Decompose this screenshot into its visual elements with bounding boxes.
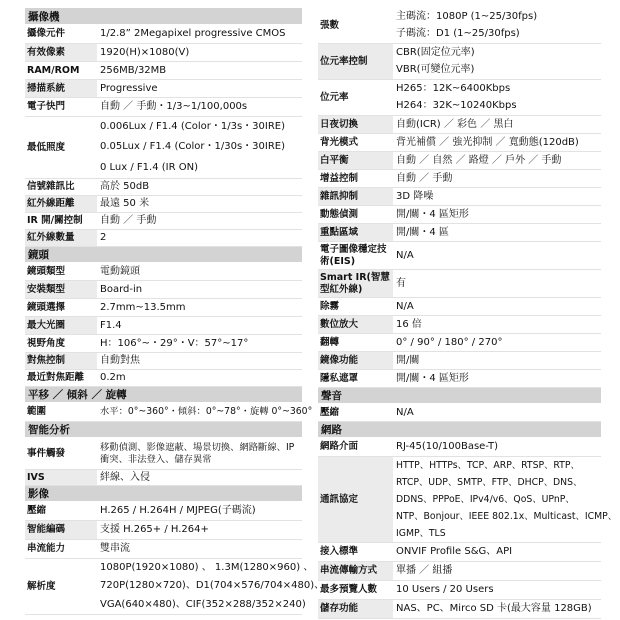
- spec-value-line: 自動 ／ 自然 ／ 路燈 ／ 戶外 ／ 手動: [396, 154, 562, 166]
- spec-label: 事件觸發: [27, 447, 66, 459]
- spec-label: RAM/ROM: [27, 64, 80, 76]
- spec-label: 紅外線數量: [25, 230, 97, 246]
- spec-label: 最近對焦距離: [27, 372, 85, 383]
- spec-value-line: 電動鏡頭: [100, 265, 140, 277]
- spec-row: [318, 438, 601, 457]
- spec-label: IVS: [25, 470, 97, 485]
- spec-value-line: 10 Users / 20 Users: [396, 584, 494, 595]
- spec-label: 白平衡: [318, 152, 393, 169]
- section-heading: 攝像機: [25, 8, 302, 25]
- spec-value-line: 開/關・4 區矩形: [396, 208, 469, 220]
- spec-value: [393, 543, 601, 561]
- spec-value: [393, 370, 601, 387]
- spec-value-line: NAS、PC、Mirco SD 卡(最大容量 128GB): [396, 603, 592, 614]
- spec-value: [393, 270, 601, 297]
- spec-value-line: 水平：0°~360°・傾斜：0°~78°・旋轉 0°~360°: [100, 406, 313, 417]
- spec-label: 鏡像功能: [318, 352, 393, 369]
- spec-value: [97, 502, 302, 520]
- spec-value: [97, 281, 302, 298]
- spec-row: [318, 270, 601, 298]
- spec-value-line: 1080P(1920×1080) 、 1.3M(1280×960) 、: [100, 562, 314, 574]
- spec-label: 接入標準: [320, 546, 359, 557]
- spec-value-line: 移動偵測、影像遮蔽、場景切換、網路斷線、IP衝突、非法登入、儲存異常: [100, 441, 295, 465]
- spec-value: [97, 438, 302, 469]
- spec-row: [318, 298, 601, 316]
- spec-value: [97, 44, 302, 61]
- spec-value: [393, 438, 601, 456]
- spec-label: 背光模式: [320, 136, 359, 148]
- spec-value: [393, 80, 601, 115]
- section-heading: 鏡頭: [25, 247, 302, 263]
- spec-value-line: 支援 H.265+ / H.264+: [100, 524, 209, 535]
- spec-value-line: 0.2m: [100, 372, 126, 383]
- spec-row: [25, 470, 302, 486]
- spec-value: [97, 263, 302, 280]
- spec-value: [97, 80, 302, 97]
- spec-value: [393, 581, 601, 599]
- spec-value: [97, 540, 302, 558]
- spec-value: [97, 299, 302, 316]
- spec-value-line: IGMP、TLS: [396, 527, 446, 539]
- spec-value: [393, 170, 601, 187]
- spec-label: 日夜切換: [318, 116, 393, 133]
- spec-row: [318, 170, 601, 188]
- spec-value: [97, 470, 302, 485]
- spec-value-line: 自動 ／ 手動・1/3~1/100,000s: [100, 101, 248, 112]
- spec-value-line: HTTP、HTTPs、TCP、ARP、RTSP、RTP、: [396, 459, 580, 471]
- spec-value: [97, 335, 302, 352]
- spec-value-line: 16 倍: [396, 318, 422, 330]
- spec-value: [97, 559, 327, 614]
- spec-label: 最大光圈: [25, 317, 97, 334]
- spec-row: [25, 559, 325, 615]
- spec-value-line: 雙串流: [100, 543, 130, 554]
- spec-value-line: ONVIF Profile S&G、API: [396, 546, 513, 557]
- spec-row: [25, 213, 302, 230]
- spec-value-line: H：106°~・29°・V：57°~17°: [100, 337, 249, 349]
- spec-value-line: 高於 50dB: [100, 181, 150, 192]
- spec-row: [25, 179, 302, 196]
- spec-value-line: 開/關: [396, 354, 420, 366]
- section-heading: 網路: [318, 422, 601, 438]
- spec-row: [318, 8, 601, 44]
- spec-value-line: 單播 ／ 組播: [396, 565, 453, 576]
- spec-value-line: 最遠 50 米: [100, 198, 150, 209]
- spec-value-line: 256MB/32MB: [100, 64, 167, 76]
- spec-value-line: VBR(可變位元率): [396, 64, 475, 76]
- spec-row: [318, 224, 601, 242]
- spec-value-line: 自動對焦: [100, 355, 140, 366]
- spec-value-line: 2: [100, 232, 107, 243]
- spec-row: [25, 117, 302, 179]
- spec-value: [97, 98, 302, 116]
- spec-row: [25, 502, 302, 521]
- spec-label: 解析度: [27, 580, 56, 592]
- spec-row: [318, 316, 601, 334]
- spec-row: [318, 562, 601, 581]
- spec-value-line: Board-in: [100, 283, 143, 295]
- spec-label: 智能編碼: [25, 521, 97, 539]
- spec-value-line: Progressive: [100, 82, 158, 94]
- spec-label: 除霧: [320, 300, 340, 312]
- spec-row: [25, 98, 302, 117]
- spec-value-line: N/A: [396, 249, 414, 261]
- spec-value-line: 開/關・4 區: [396, 226, 449, 238]
- spec-value-line: RTCP、UDP、SMTP、FTP、DHCP、DNS、: [396, 476, 583, 488]
- spec-value: [393, 224, 601, 241]
- spec-label: 隱私遮罩: [320, 372, 359, 384]
- spec-label: 串流傳輸方式: [318, 562, 393, 580]
- spec-row: [25, 317, 302, 335]
- spec-label: 壓縮: [27, 505, 47, 516]
- spec-label: 視野角度: [27, 337, 66, 349]
- spec-row: [25, 353, 302, 370]
- spec-row: [25, 281, 302, 299]
- spec-label: 鏡頭選擇: [27, 301, 66, 313]
- spec-value: [393, 562, 601, 580]
- spec-row: [318, 404, 601, 422]
- spec-label: 動態偵測: [320, 208, 359, 220]
- section-heading: 聲音: [318, 388, 601, 404]
- spec-row: [25, 196, 302, 213]
- spec-row: [25, 540, 302, 559]
- spec-value-line: 背光補償 ／ 強光抑制 ／ 寬動態(120dB): [396, 136, 579, 148]
- spec-row: [318, 206, 601, 224]
- spec-row: [318, 134, 601, 152]
- spec-label: 電子快門: [27, 101, 66, 112]
- spec-value: [393, 188, 601, 205]
- spec-row: [318, 600, 601, 619]
- spec-row: [25, 521, 302, 540]
- section-heading: 智能分析: [25, 422, 302, 438]
- spec-value: [393, 116, 601, 133]
- spec-value: [393, 152, 601, 169]
- spec-label: 位元率控制: [318, 44, 393, 79]
- spec-value-line: 720P(1280×720)、D1(704×576/704×480)、: [100, 580, 325, 592]
- spec-row: [318, 581, 601, 600]
- spec-row: [25, 80, 302, 98]
- spec-row: [25, 403, 313, 422]
- spec-label: 增益控制: [320, 172, 359, 184]
- spec-value: [97, 403, 315, 421]
- spec-value-line: 0 Lux / F1.4 (IR ON): [100, 161, 198, 173]
- spec-column-right: [318, 8, 617, 619]
- spec-row: [25, 263, 302, 281]
- spec-row: [318, 80, 601, 116]
- spec-value-line: 自動(ICR) ／ 彩色 ／ 黑白: [396, 118, 514, 130]
- spec-value: [393, 457, 620, 542]
- spec-row: [318, 370, 601, 388]
- spec-value-line: 2.7mm~13.5mm: [100, 301, 186, 313]
- spec-label: 有效像素: [25, 44, 97, 61]
- spec-row: [25, 25, 302, 44]
- spec-label: 儲存功能: [318, 600, 393, 618]
- spec-row: [25, 370, 302, 387]
- spec-value: [393, 44, 601, 79]
- spec-value-line: 自動 ／ 手動: [100, 215, 157, 226]
- spec-value: [393, 334, 601, 351]
- spec-value: [393, 316, 601, 333]
- spec-label: 對焦控制: [25, 353, 97, 369]
- spec-value-line: 自動 ／ 手動: [396, 172, 453, 184]
- spec-value-line: H264：32K~10240Kbps: [396, 100, 517, 112]
- spec-value: [97, 25, 302, 43]
- spec-value-line: DDNS、PPPoE、IPv4/v6、QoS、UPnP、: [396, 493, 575, 505]
- spec-value: [97, 117, 302, 178]
- spec-value: [97, 317, 302, 334]
- spec-value-line: 3D 降噪: [396, 190, 434, 202]
- spec-value-line: 子碼流：D1 (1~25/30fps): [396, 28, 520, 40]
- spec-value-line: N/A: [396, 300, 414, 312]
- spec-value-line: CBR(固定位元率): [396, 46, 475, 58]
- spec-label: 數位放大: [318, 316, 393, 333]
- section-heading: 平移 ／ 傾斜 ／ 旋轉: [25, 387, 302, 403]
- spec-value-line: H.265 / H.264H / MJPEG(子碼流): [100, 505, 256, 516]
- spec-label: 雜訊抑制: [318, 188, 393, 205]
- spec-label: 通訊協定: [318, 457, 393, 542]
- spec-value: [97, 353, 302, 369]
- spec-row: [25, 44, 302, 62]
- spec-value: [393, 242, 601, 269]
- spec-label: 張數: [320, 19, 340, 31]
- spec-value: [97, 370, 302, 386]
- spec-column-left: [25, 8, 325, 615]
- spec-row: [318, 44, 601, 80]
- spec-label: 串流能力: [27, 543, 66, 554]
- spec-label: 鏡頭類型: [27, 265, 66, 277]
- spec-row: [25, 335, 302, 353]
- spec-label: 翻轉: [320, 336, 340, 348]
- spec-label: 掃描系統: [25, 80, 97, 97]
- section-heading: 影像: [25, 486, 302, 502]
- spec-value: [97, 196, 302, 212]
- spec-label: IR 開/關控制: [27, 215, 83, 226]
- spec-value: [97, 62, 302, 79]
- spec-label: 壓縮: [320, 406, 340, 418]
- spec-value-line: VGA(640×480)、CIF(352×288/352×240): [100, 598, 306, 610]
- spec-label: Smart IR(智慧型紅外線): [318, 270, 393, 297]
- spec-row: [318, 457, 617, 543]
- spec-value: [393, 352, 601, 369]
- spec-value: [393, 206, 601, 223]
- spec-value: [393, 134, 601, 151]
- spec-value: [97, 230, 302, 246]
- spec-row: [318, 334, 601, 352]
- spec-label: 最多預覽人數: [320, 584, 378, 595]
- spec-row: [25, 438, 302, 470]
- spec-label: 網路介面: [320, 441, 359, 452]
- spec-value: [393, 404, 601, 421]
- spec-row: [25, 62, 302, 80]
- spec-row: [318, 543, 601, 562]
- spec-row: [318, 352, 601, 370]
- spec-label: 範圍: [27, 406, 47, 417]
- spec-value-line: F1.4: [100, 319, 122, 331]
- spec-value-line: 絆線、入侵: [100, 471, 150, 483]
- spec-label: 最低照度: [27, 141, 66, 153]
- spec-value: [393, 8, 601, 43]
- spec-value-line: 0.05Lux / F1.4 (Color・1/30s・30IRE): [100, 141, 285, 153]
- spec-label: 電子圖像穩定技術(EIS): [320, 243, 387, 267]
- spec-value-line: N/A: [396, 406, 414, 418]
- spec-value: [393, 600, 601, 618]
- spec-value: [97, 213, 302, 229]
- spec-label: 重點區域: [318, 224, 393, 241]
- spec-row: [25, 299, 302, 317]
- spec-label: 攝像元件: [27, 28, 66, 39]
- spec-label: 信號雜訊比: [27, 181, 75, 192]
- spec-value-line: 0.006Lux / F1.4 (Color・1/3s・30IRE): [100, 121, 285, 133]
- spec-value-line: H265：12K~6400Kbps: [396, 82, 511, 94]
- spec-label: 紅外線距離: [25, 196, 97, 212]
- spec-row: [318, 116, 601, 134]
- spec-value-line: 主碼流：1080P (1~25/30fps): [396, 10, 538, 22]
- spec-value-line: NTP、Bonjour、IEEE 802.1x、Multicast、ICMP、: [396, 510, 617, 522]
- spec-label: 安裝類型: [25, 281, 97, 298]
- spec-value-line: 1/2.8” 2Megapixel progressive CMOS: [100, 28, 286, 39]
- spec-value-line: 1920(H)×1080(V): [100, 46, 190, 58]
- spec-value-line: 0° / 90° / 180° / 270°: [396, 336, 503, 348]
- spec-value-line: 開/關・4 區矩形: [396, 372, 469, 384]
- spec-row: [318, 188, 601, 206]
- spec-value: [97, 521, 302, 539]
- spec-value: [393, 298, 601, 315]
- spec-value-line: RJ-45(10/100Base-T): [396, 441, 499, 452]
- spec-row: [318, 152, 601, 170]
- spec-value-line: 有: [396, 277, 406, 289]
- spec-row: [25, 230, 302, 247]
- spec-value: [97, 179, 302, 195]
- spec-row: [318, 242, 601, 270]
- spec-label: 位元率: [320, 91, 349, 103]
